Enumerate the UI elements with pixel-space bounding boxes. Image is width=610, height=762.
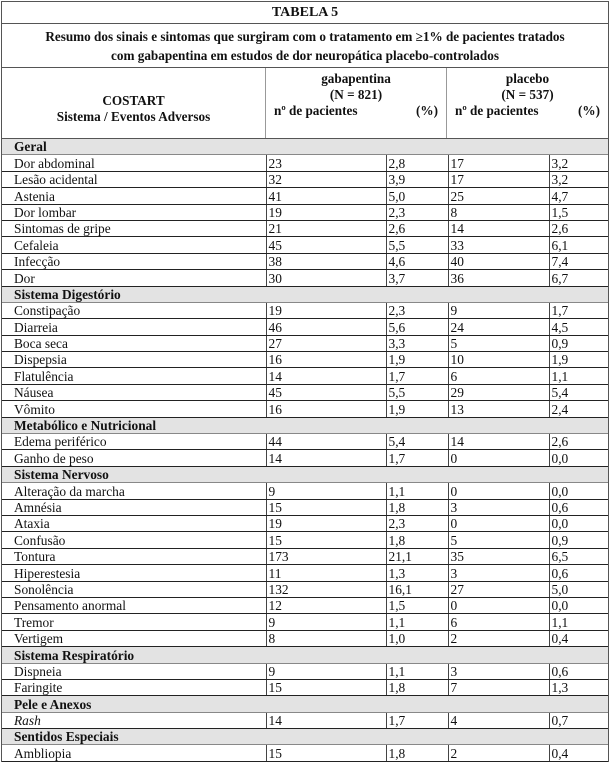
gabapentina-count: 19 bbox=[266, 302, 386, 318]
placebo-pct: 0,0 bbox=[549, 515, 608, 531]
placebo-count: 2 bbox=[448, 630, 549, 646]
table-row bbox=[2, 302, 608, 318]
placebo-count: 40 bbox=[448, 253, 549, 269]
placebo-pct: 6,7 bbox=[549, 270, 608, 286]
event-name: Ganho de peso bbox=[2, 450, 266, 466]
table-row bbox=[2, 532, 608, 548]
column-header bbox=[2, 68, 608, 139]
placebo-pct: 5,4 bbox=[549, 384, 608, 400]
gabapentina-count: 16 bbox=[266, 401, 386, 417]
event-name: Dispneia bbox=[2, 663, 266, 679]
gabapentina-pct: 2,8 bbox=[386, 155, 448, 171]
header-placebo-name: placebo bbox=[505, 71, 550, 86]
gabapentina-count: 14 bbox=[266, 712, 386, 728]
event-name: Tontura bbox=[2, 548, 266, 564]
placebo-count: 14 bbox=[448, 220, 549, 236]
event-name: Hiperestesia bbox=[2, 565, 266, 581]
gabapentina-count: 23 bbox=[266, 155, 386, 171]
placebo-count: 3 bbox=[448, 663, 549, 679]
event-name: Dor bbox=[2, 270, 266, 286]
gabapentina-pct: 1,1 bbox=[386, 614, 448, 630]
placebo-pct: 0,6 bbox=[549, 499, 608, 515]
table-title: TABELA 5 bbox=[2, 2, 608, 24]
group-name: Geral bbox=[2, 139, 608, 155]
header-gabapentina-name: gabapentina bbox=[321, 71, 391, 86]
placebo-count: 35 bbox=[448, 548, 549, 564]
table-row bbox=[2, 352, 608, 368]
table-row bbox=[2, 614, 608, 630]
placebo-count: 36 bbox=[448, 270, 549, 286]
placebo-count: 6 bbox=[448, 368, 549, 384]
header-placebo-count: nº de pacientes bbox=[455, 103, 539, 118]
gabapentina-pct: 1,5 bbox=[386, 597, 448, 613]
table-row bbox=[2, 434, 608, 450]
gabapentina-pct: 5,0 bbox=[386, 188, 448, 204]
table-row bbox=[2, 401, 608, 417]
gabapentina-pct: 2,6 bbox=[386, 220, 448, 236]
event-name: Pensamento anormal bbox=[2, 597, 266, 613]
table-row bbox=[2, 712, 608, 728]
placebo-pct: 6,1 bbox=[549, 237, 608, 253]
event-name: Lesão acidental bbox=[2, 171, 266, 187]
table-row bbox=[2, 745, 608, 761]
header-gabapentina-pct: (%) bbox=[416, 103, 438, 118]
group-header-row bbox=[2, 729, 608, 745]
table-row bbox=[2, 188, 608, 204]
placebo-count: 7 bbox=[448, 679, 549, 695]
placebo-pct: 0,6 bbox=[549, 565, 608, 581]
gabapentina-pct: 5,5 bbox=[386, 237, 448, 253]
gabapentina-count: 14 bbox=[266, 450, 386, 466]
gabapentina-pct: 1,9 bbox=[386, 352, 448, 368]
gabapentina-pct: 1,8 bbox=[386, 532, 448, 548]
placebo-count: 10 bbox=[448, 352, 549, 368]
event-name: Dor abdominal bbox=[2, 155, 266, 171]
table-row bbox=[2, 483, 608, 499]
event-name: Faringite bbox=[2, 679, 266, 695]
placebo-pct: 0,4 bbox=[549, 745, 608, 761]
placebo-pct: 1,7 bbox=[549, 302, 608, 318]
placebo-pct: 3,2 bbox=[549, 155, 608, 171]
placebo-count: 5 bbox=[448, 335, 549, 351]
gabapentina-pct: 1,7 bbox=[386, 368, 448, 384]
event-name: Tremor bbox=[2, 614, 266, 630]
event-name: Constipação bbox=[2, 302, 266, 318]
group-name: Sentidos Especiais bbox=[2, 729, 608, 745]
placebo-count: 25 bbox=[448, 188, 549, 204]
placebo-count: 24 bbox=[448, 319, 549, 335]
placebo-pct: 1,5 bbox=[549, 204, 608, 220]
placebo-pct: 4,5 bbox=[549, 319, 608, 335]
placebo-pct: 0,7 bbox=[549, 712, 608, 728]
header-gabapentina-n: (N = 821) bbox=[329, 87, 383, 102]
gabapentina-count: 46 bbox=[266, 319, 386, 335]
gabapentina-count: 12 bbox=[266, 597, 386, 613]
gabapentina-pct: 2,3 bbox=[386, 302, 448, 318]
table-body bbox=[2, 139, 608, 762]
gabapentina-pct: 3,3 bbox=[386, 335, 448, 351]
event-name: Náusea bbox=[2, 384, 266, 400]
group-header-row bbox=[2, 417, 608, 433]
table-subtitle bbox=[2, 24, 608, 68]
placebo-pct: 0,4 bbox=[549, 630, 608, 646]
gabapentina-count: 15 bbox=[266, 499, 386, 515]
event-name: Sonolência bbox=[2, 581, 266, 597]
gabapentina-pct: 16,1 bbox=[386, 581, 448, 597]
subtitle-line-1: Resumo dos sinais e sintomas que surgiram com o tratamento em ≥1% de pacientes tratados bbox=[45, 29, 565, 44]
placebo-pct: 0,9 bbox=[549, 532, 608, 548]
gabapentina-count: 132 bbox=[266, 581, 386, 597]
group-header-row bbox=[2, 139, 608, 155]
placebo-count: 17 bbox=[448, 171, 549, 187]
gabapentina-count: 14 bbox=[266, 368, 386, 384]
placebo-count: 17 bbox=[448, 155, 549, 171]
event-name: Diarreia bbox=[2, 319, 266, 335]
table-row bbox=[2, 204, 608, 220]
placebo-pct: 0,0 bbox=[549, 483, 608, 499]
placebo-pct: 0,0 bbox=[549, 450, 608, 466]
gabapentina-count: 41 bbox=[266, 188, 386, 204]
table-row bbox=[2, 515, 608, 531]
header-placebo bbox=[447, 68, 608, 138]
group-name: Sistema Respiratório bbox=[2, 647, 608, 663]
placebo-pct: 6,5 bbox=[549, 548, 608, 564]
event-name: Ataxia bbox=[2, 515, 266, 531]
gabapentina-count: 16 bbox=[266, 352, 386, 368]
event-name: Edema periférico bbox=[2, 434, 266, 450]
header-costart: COSTART bbox=[102, 93, 165, 108]
gabapentina-pct: 5,5 bbox=[386, 384, 448, 400]
placebo-pct: 2,4 bbox=[549, 401, 608, 417]
group-name: Metabólico e Nutricional bbox=[2, 417, 608, 433]
gabapentina-count: 45 bbox=[266, 384, 386, 400]
placebo-count: 5 bbox=[448, 532, 549, 548]
table-row bbox=[2, 450, 608, 466]
gabapentina-pct: 1,8 bbox=[386, 745, 448, 761]
group-name: Sistema Digestório bbox=[2, 286, 608, 302]
gabapentina-count: 38 bbox=[266, 253, 386, 269]
placebo-count: 2 bbox=[448, 745, 549, 761]
header-gabapentina-count: nº de pacientes bbox=[274, 103, 358, 118]
placebo-pct: 0,0 bbox=[549, 597, 608, 613]
gabapentina-pct: 1,7 bbox=[386, 712, 448, 728]
gabapentina-count: 30 bbox=[266, 270, 386, 286]
header-system-label: Sistema / Eventos Adversos bbox=[56, 109, 211, 124]
gabapentina-count: 19 bbox=[266, 204, 386, 220]
gabapentina-pct: 21,1 bbox=[386, 548, 448, 564]
gabapentina-count: 9 bbox=[266, 483, 386, 499]
placebo-pct: 5,0 bbox=[549, 581, 608, 597]
gabapentina-pct: 1,0 bbox=[386, 630, 448, 646]
event-name: Sintomas de gripe bbox=[2, 220, 266, 236]
gabapentina-count: 9 bbox=[266, 614, 386, 630]
placebo-pct: 1,1 bbox=[549, 614, 608, 630]
table-row bbox=[2, 253, 608, 269]
gabapentina-pct: 1,8 bbox=[386, 499, 448, 515]
table-row bbox=[2, 335, 608, 351]
gabapentina-pct: 1,9 bbox=[386, 401, 448, 417]
event-name: Boca seca bbox=[2, 335, 266, 351]
group-name: Sistema Nervoso bbox=[2, 466, 608, 482]
table-row bbox=[2, 270, 608, 286]
event-name: Rash bbox=[2, 712, 266, 728]
group-name: Pele e Anexos bbox=[2, 696, 608, 712]
placebo-count: 8 bbox=[448, 204, 549, 220]
placebo-pct: 2,6 bbox=[549, 434, 608, 450]
table-row bbox=[2, 548, 608, 564]
gabapentina-count: 11 bbox=[266, 565, 386, 581]
header-system-events bbox=[2, 68, 266, 138]
header-placebo-pct: (%) bbox=[578, 103, 600, 118]
placebo-pct: 1,9 bbox=[549, 352, 608, 368]
table-row bbox=[2, 237, 608, 253]
placebo-count: 3 bbox=[448, 499, 549, 515]
gabapentina-count: 32 bbox=[266, 171, 386, 187]
placebo-pct: 0,9 bbox=[549, 335, 608, 351]
placebo-pct: 3,2 bbox=[549, 171, 608, 187]
event-name: Alteração da marcha bbox=[2, 483, 266, 499]
group-header-row bbox=[2, 696, 608, 712]
gabapentina-pct: 3,9 bbox=[386, 171, 448, 187]
event-name: Astenia bbox=[2, 188, 266, 204]
placebo-count: 9 bbox=[448, 302, 549, 318]
table-row bbox=[2, 630, 608, 646]
table-row bbox=[2, 368, 608, 384]
event-name: Confusão bbox=[2, 532, 266, 548]
header-placebo-n: (N = 537) bbox=[501, 87, 554, 102]
gabapentina-pct: 4,6 bbox=[386, 253, 448, 269]
table-row bbox=[2, 679, 608, 695]
placebo-count: 0 bbox=[448, 450, 549, 466]
gabapentina-count: 9 bbox=[266, 663, 386, 679]
gabapentina-count: 45 bbox=[266, 237, 386, 253]
gabapentina-count: 21 bbox=[266, 220, 386, 236]
gabapentina-pct: 1,1 bbox=[386, 483, 448, 499]
gabapentina-pct: 5,4 bbox=[386, 434, 448, 450]
event-name: Dispepsia bbox=[2, 352, 266, 368]
group-header-row bbox=[2, 647, 608, 663]
gabapentina-pct: 5,6 bbox=[386, 319, 448, 335]
gabapentina-pct: 2,3 bbox=[386, 204, 448, 220]
event-name: Vertigem bbox=[2, 630, 266, 646]
gabapentina-count: 173 bbox=[266, 548, 386, 564]
gabapentina-pct: 1,1 bbox=[386, 663, 448, 679]
table-row bbox=[2, 565, 608, 581]
placebo-pct: 4,7 bbox=[549, 188, 608, 204]
table-row bbox=[2, 220, 608, 236]
placebo-count: 14 bbox=[448, 434, 549, 450]
gabapentina-pct: 3,7 bbox=[386, 270, 448, 286]
event-name: Cefaleia bbox=[2, 237, 266, 253]
gabapentina-count: 27 bbox=[266, 335, 386, 351]
table-row bbox=[2, 663, 608, 679]
placebo-pct: 0,6 bbox=[549, 663, 608, 679]
event-name: Dor lombar bbox=[2, 204, 266, 220]
gabapentina-count: 8 bbox=[266, 630, 386, 646]
gabapentina-count: 15 bbox=[266, 679, 386, 695]
placebo-count: 0 bbox=[448, 483, 549, 499]
placebo-count: 4 bbox=[448, 712, 549, 728]
placebo-pct: 2,6 bbox=[549, 220, 608, 236]
event-name: Infecção bbox=[2, 253, 266, 269]
placebo-pct: 1,3 bbox=[549, 679, 608, 695]
table-row bbox=[2, 499, 608, 515]
table-row bbox=[2, 384, 608, 400]
gabapentina-count: 15 bbox=[266, 745, 386, 761]
table-row bbox=[2, 597, 608, 613]
group-header-row bbox=[2, 286, 608, 302]
gabapentina-pct: 1,8 bbox=[386, 679, 448, 695]
adverse-events-table bbox=[1, 1, 609, 762]
gabapentina-count: 15 bbox=[266, 532, 386, 548]
placebo-count: 29 bbox=[448, 384, 549, 400]
placebo-count: 0 bbox=[448, 515, 549, 531]
placebo-count: 33 bbox=[448, 237, 549, 253]
gabapentina-pct: 2,3 bbox=[386, 515, 448, 531]
placebo-count: 3 bbox=[448, 565, 549, 581]
event-name: Ambliopia bbox=[2, 745, 266, 761]
table-row bbox=[2, 171, 608, 187]
table-row bbox=[2, 155, 608, 171]
table-row bbox=[2, 581, 608, 597]
placebo-pct: 7,4 bbox=[549, 253, 608, 269]
placebo-count: 0 bbox=[448, 597, 549, 613]
event-name: Amnésia bbox=[2, 499, 266, 515]
gabapentina-count: 19 bbox=[266, 515, 386, 531]
header-gabapentina bbox=[266, 68, 447, 138]
placebo-count: 13 bbox=[448, 401, 549, 417]
placebo-pct: 1,1 bbox=[549, 368, 608, 384]
placebo-count: 6 bbox=[448, 614, 549, 630]
subtitle-line-2: com gabapentina em estudos de dor neuropática placebo-controlados bbox=[111, 48, 499, 63]
placebo-count: 27 bbox=[448, 581, 549, 597]
event-name: Flatulência bbox=[2, 368, 266, 384]
gabapentina-pct: 1,3 bbox=[386, 565, 448, 581]
group-header-row bbox=[2, 466, 608, 482]
event-name: Vômito bbox=[2, 401, 266, 417]
gabapentina-count: 44 bbox=[266, 434, 386, 450]
gabapentina-pct: 1,7 bbox=[386, 450, 448, 466]
table-row bbox=[2, 319, 608, 335]
